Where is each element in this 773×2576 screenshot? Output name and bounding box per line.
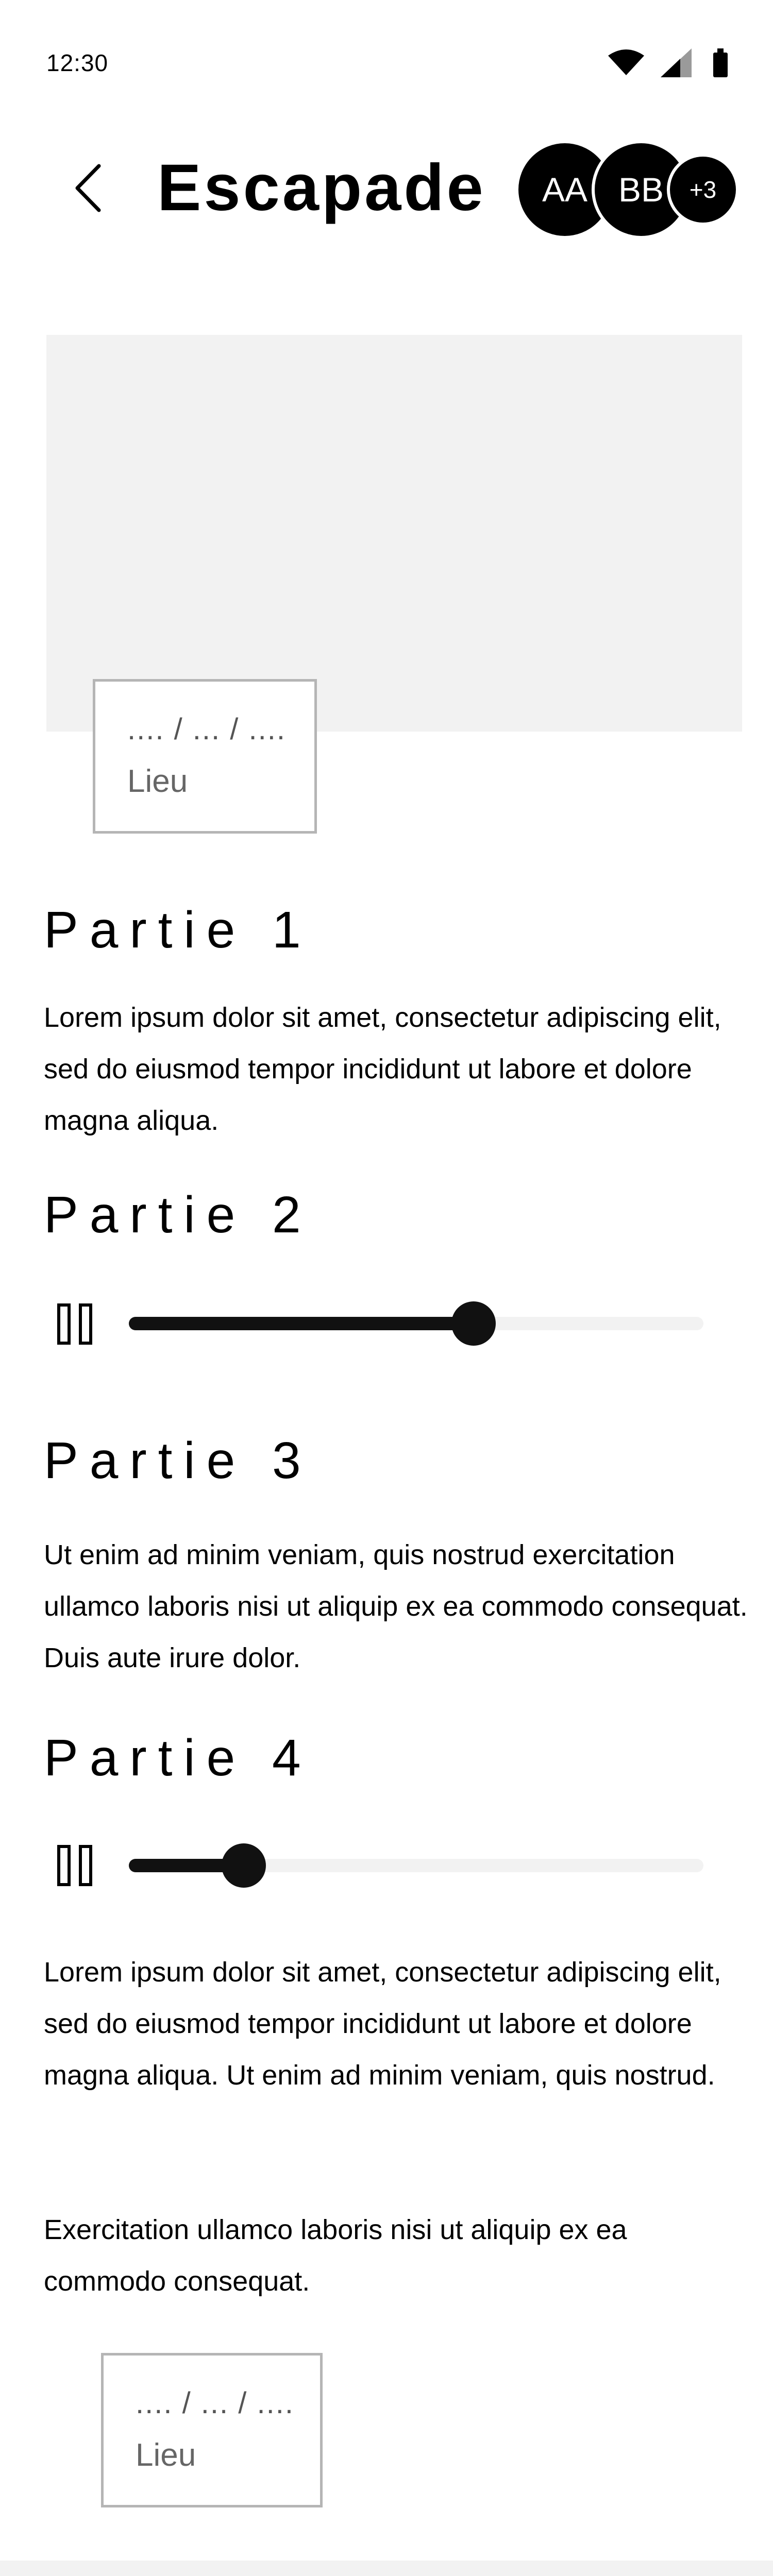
audio-progress-track[interactable]: [129, 1317, 703, 1330]
pause-icon: [57, 1303, 93, 1345]
more-participants-count: +3: [689, 176, 717, 203]
hero-image-placeholder: [46, 335, 742, 732]
avatar-initials: AA: [542, 171, 588, 209]
audio-slider-thumb[interactable]: [222, 1843, 266, 1888]
place-label: Lieu: [136, 2437, 196, 2473]
page-title: Escapade: [157, 151, 486, 225]
chevron-left-icon: [67, 160, 113, 216]
battery-icon: [713, 48, 728, 77]
back-button[interactable]: [67, 160, 113, 216]
nav-item-view[interactable]: [0, 2561, 193, 2576]
section-text: Lorem ipsum dolor sit amet, consectetur adipiscing elit, sed do eiusmod tempor incididunt ut labore et dolore magna aliqua.: [44, 1002, 721, 1136]
pause-button[interactable]: [57, 1844, 93, 1887]
section-title: Partie 1: [44, 901, 312, 959]
nav-item-profile[interactable]: [580, 2561, 773, 2576]
section-title: Partie 4: [44, 1729, 312, 1787]
status-time: 12:30: [46, 49, 109, 76]
cellular-signal-icon: [661, 48, 692, 77]
pause-button[interactable]: [57, 1303, 93, 1345]
audio-progress-track[interactable]: [129, 1859, 703, 1872]
audio-slider-thumb[interactable]: [451, 1301, 496, 1346]
section-text: Exercitation ullamco laboris nisi ut aliquip ex ea commodo consequat.: [44, 2214, 627, 2297]
place-date-card: [93, 679, 317, 834]
more-participants-badge[interactable]: [667, 154, 739, 226]
date-placeholder: .... / ... / ....: [127, 713, 286, 746]
place-label: Lieu: [127, 764, 188, 799]
section-title: Partie 2: [44, 1186, 312, 1244]
audio-progress-fill: [129, 1317, 474, 1330]
section-text: Lorem ipsum dolor sit amet, consectetur adipiscing elit, sed do eiusmod tempor incididunt ut labore et dolore magna aliqua. Ut enim ad minim veniam, quis nostrud.: [44, 1957, 721, 2091]
place-date-card: [101, 2353, 323, 2507]
section-text: Ut enim ad minim veniam, quis nostrud exercitation ullamco laboris nisi ut aliquip ex ea commodo consequat. Duis aute irure dolor.: [44, 1539, 748, 1673]
pause-icon: [57, 1844, 93, 1887]
nav-item-chat[interactable]: [386, 2561, 580, 2576]
status-icons: [603, 45, 737, 81]
bottom-navigation: [0, 2561, 773, 2576]
date-placeholder: .... / ... / ....: [136, 2386, 294, 2420]
section-title: Partie 3: [44, 1432, 312, 1489]
nav-item-group[interactable]: [193, 2561, 386, 2576]
avatar-initials: BB: [618, 171, 664, 209]
wifi-icon: [608, 49, 644, 75]
